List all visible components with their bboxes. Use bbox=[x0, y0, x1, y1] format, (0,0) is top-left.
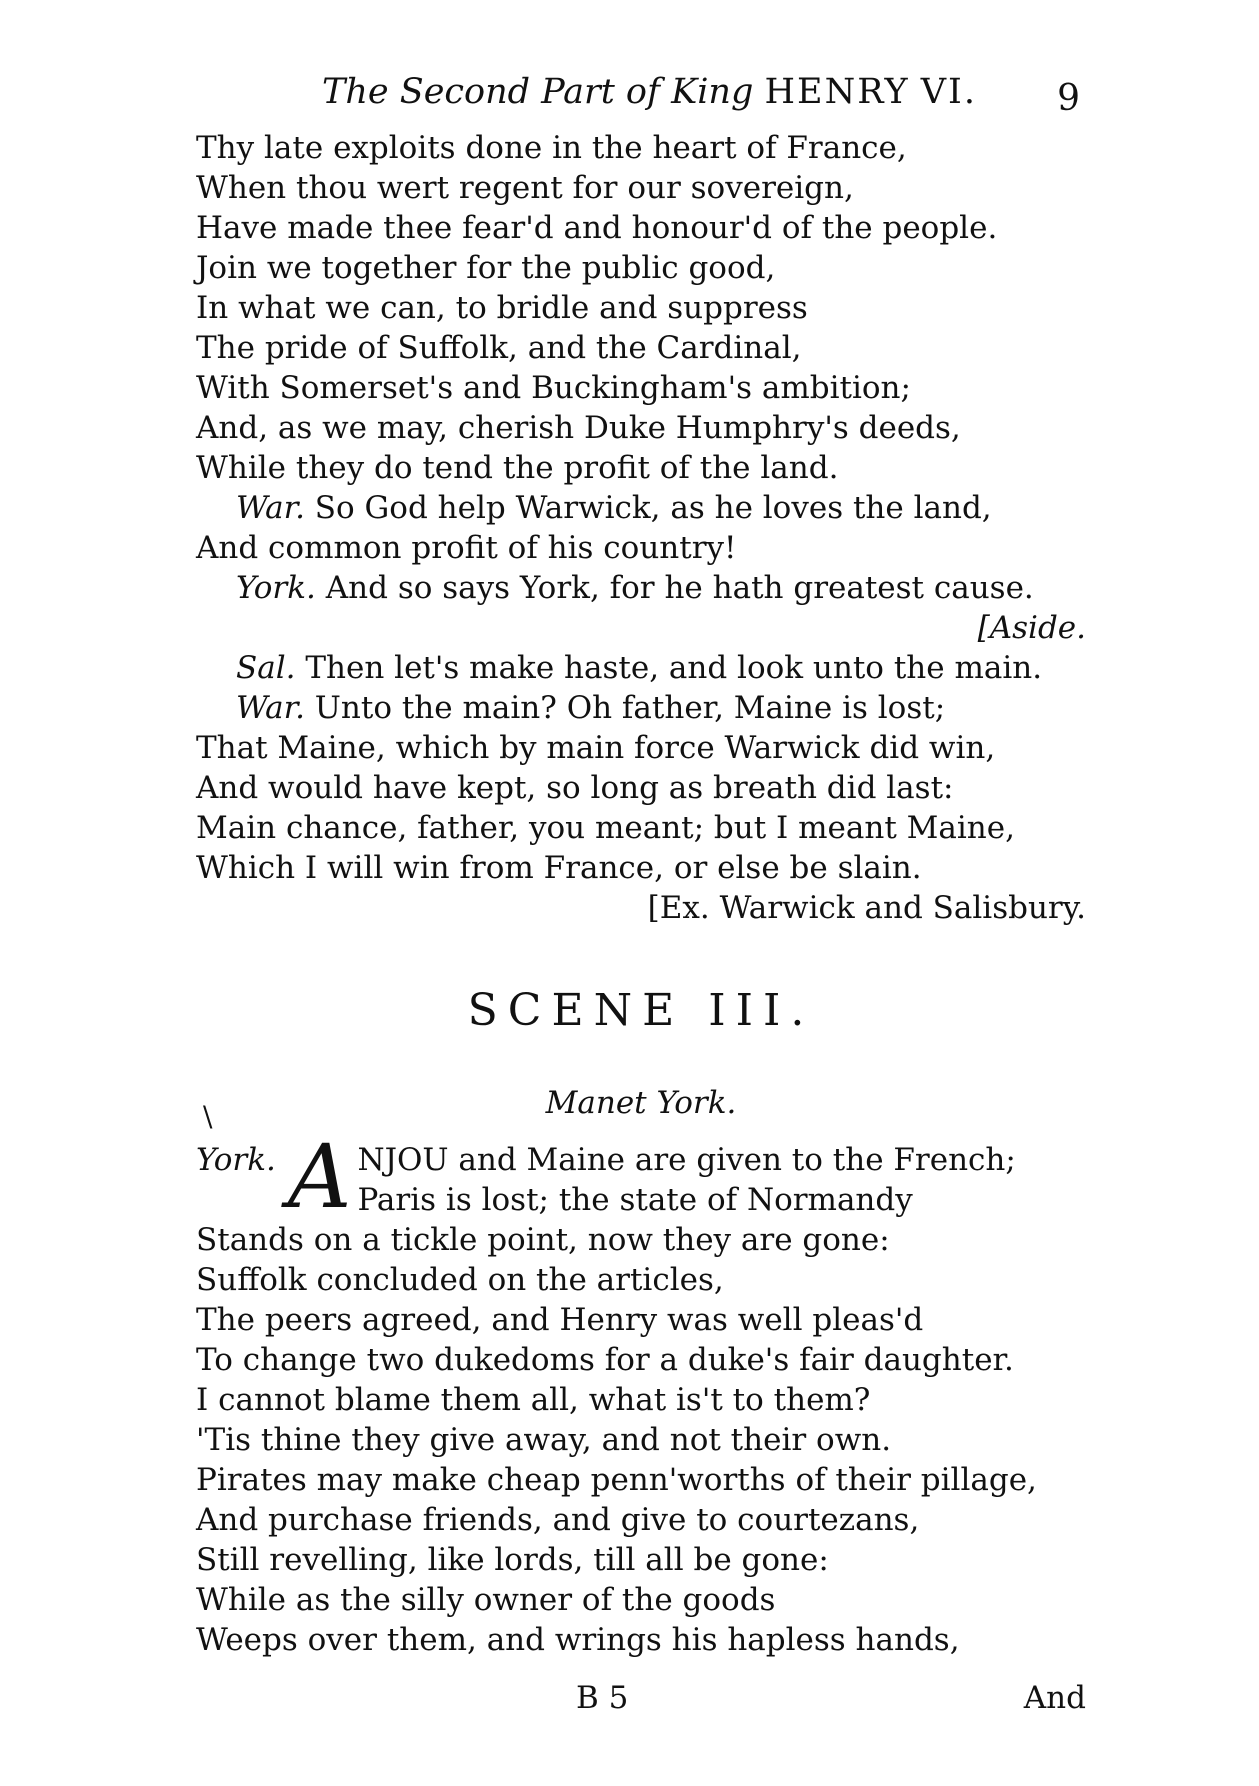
verse-line: 'Tis thine they give away, and not their own. bbox=[196, 1422, 892, 1458]
verse-line: And, as we may, cherish Duke Humphry's deeds, bbox=[196, 410, 961, 446]
verse-line: Join we together for the public good, bbox=[196, 250, 776, 286]
aside-text: [Aside. bbox=[977, 610, 1086, 646]
verse-line: While they do tend the profit of the land. bbox=[196, 450, 839, 486]
verse-line: While as the silly owner of the goods bbox=[196, 1582, 776, 1618]
stage-direction-aside bbox=[196, 608, 1086, 648]
verse-line: And would have kept, so long as breath did last: bbox=[196, 770, 954, 806]
speech-warwick-1 bbox=[196, 488, 1086, 528]
stage-direction-exit: [Ex. Warwick and Salisbury. bbox=[647, 890, 1086, 926]
speaker-name: York. bbox=[196, 1142, 276, 1178]
verse-line: NJOU and Maine are given to the French; bbox=[357, 1142, 1016, 1178]
verse-line: That Maine, which by main force Warwick did win, bbox=[196, 730, 996, 766]
verse-line: With Somerset's and Buckingham's ambition; bbox=[196, 370, 911, 406]
verse-line: I cannot blame them all, what is't to them? bbox=[196, 1382, 871, 1418]
drop-cap: A bbox=[287, 1125, 352, 1228]
speech-text: And so says York, for he hath greatest cause. bbox=[325, 570, 1034, 606]
verse-block-top bbox=[196, 128, 1086, 928]
page-number: 9 bbox=[1057, 78, 1080, 119]
running-title-caps: HENRY bbox=[764, 72, 910, 112]
speaker-name: Sal. bbox=[236, 650, 296, 686]
catchword: And bbox=[1023, 1680, 1086, 1716]
verse-line: Which I will win from France, or else be slain. bbox=[196, 850, 922, 886]
verse-line: Paris is lost; the state of Normandy bbox=[357, 1182, 913, 1218]
speech-york-2 bbox=[196, 1125, 1086, 1228]
verse-line: The peers agreed, and Henry was well pleas'd bbox=[196, 1302, 924, 1338]
speech-text: Then let's make haste, and look unto the main. bbox=[305, 650, 1043, 686]
verse-line: To change two dukedoms for a duke's fair daughter. bbox=[196, 1342, 1014, 1378]
speech-salisbury bbox=[196, 648, 1086, 688]
speech-text: Unto the main? Oh father, Maine is lost; bbox=[314, 690, 946, 726]
verse-line: Weeps over them, and wrings his hapless hands, bbox=[196, 1622, 960, 1658]
running-title-italic: The Second Part of King bbox=[322, 72, 754, 112]
speech-york-1 bbox=[196, 568, 1086, 608]
speech-text: So God help Warwick, as he loves the land, bbox=[314, 490, 992, 526]
scene-heading: SCENE III. bbox=[467, 985, 815, 1036]
running-title-numeral: VI. bbox=[920, 72, 977, 112]
manet-text: Manet York. bbox=[545, 1085, 737, 1121]
verse-line: When thou wert regent for our sovereign, bbox=[196, 170, 854, 206]
verse-line: Still revelling, like lords, till all be gone: bbox=[196, 1542, 829, 1578]
stage-direction-manet bbox=[196, 1085, 1086, 1121]
verse-block-bottom bbox=[196, 1125, 1086, 1660]
signature-mark: B 5 bbox=[576, 1680, 629, 1716]
verse-line: Suffolk concluded on the articles, bbox=[196, 1262, 724, 1298]
running-header bbox=[310, 72, 1080, 122]
verse-line: Have made thee fear'd and honour'd of the people. bbox=[196, 210, 998, 246]
speaker-name: War. bbox=[236, 690, 305, 726]
running-title bbox=[322, 72, 977, 112]
speech-warwick-2 bbox=[196, 688, 1086, 728]
verse-line: In what we can, to bridle and suppress bbox=[196, 290, 808, 326]
verse-line: Main chance, father, you meant; but I meant Maine, bbox=[196, 810, 1015, 846]
verse-line: Stands on a tickle point, now they are gone: bbox=[196, 1222, 890, 1258]
verse-line: The pride of Suffolk, and the Cardinal, bbox=[196, 330, 802, 366]
verse-line: And purchase friends, and give to courtezans, bbox=[196, 1502, 920, 1538]
tick-mark: \ bbox=[203, 1100, 213, 1133]
speaker-name: York. bbox=[236, 570, 316, 606]
verse-line: Thy late exploits done in the heart of France, bbox=[196, 130, 907, 166]
verse-line: And common profit of his country! bbox=[196, 530, 737, 566]
speaker-name: War. bbox=[236, 490, 305, 526]
page-footer bbox=[196, 1680, 1086, 1720]
verse-line: Pirates may make cheap penn'worths of their pillage, bbox=[196, 1462, 1037, 1498]
